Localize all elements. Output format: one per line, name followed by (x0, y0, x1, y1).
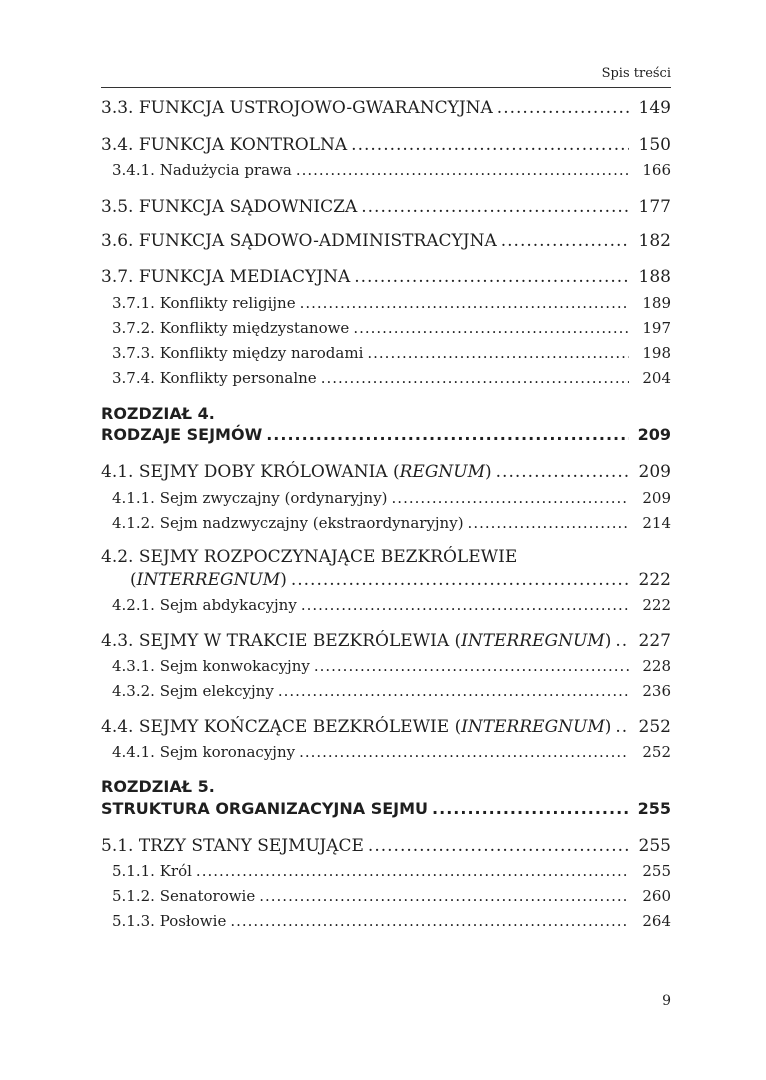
toc-entry-page: 209 (637, 425, 671, 444)
toc-entry-5-1-1 (101, 862, 671, 880)
toc-entry-page: 177 (638, 197, 671, 217)
dot-leader (354, 267, 629, 287)
toc-entry-4-3-1 (101, 657, 671, 675)
toc-entry-page: 260 (642, 887, 671, 905)
toc-entry-3-7 (101, 267, 671, 287)
dot-leader (196, 862, 629, 880)
running-header: Spis treści (601, 66, 671, 81)
dot-leader (392, 489, 629, 507)
toc-entry-4-3 (101, 631, 671, 651)
dot-leader (432, 799, 629, 818)
toc-entry-page: 197 (642, 319, 671, 337)
toc-entry-label: 3.7.1. Konflikty religijne (112, 294, 296, 312)
toc-chapter-4 (101, 425, 671, 444)
toc-entry-label: 4.2.1. Sejm abdykacyjny (112, 596, 297, 614)
label-part: ( (130, 570, 137, 590)
dot-leader (501, 231, 629, 251)
toc-entry-label: 4.1.1. Sejm zwyczajny (ordynaryjny) (112, 489, 388, 507)
dot-leader (468, 514, 629, 532)
dot-leader (367, 344, 629, 362)
toc-entry-4-2 (101, 570, 671, 590)
toc-entry-3-4-1 (101, 161, 671, 179)
toc-entry-page: 150 (638, 135, 671, 155)
toc-entry-label: STRUKTURA ORGANIZACYJNA SEJMU (101, 799, 429, 818)
toc-entry-page: 149 (638, 98, 671, 118)
toc-entry-page: 255 (638, 836, 671, 856)
toc-entry-label: 5.1. TRZY STANY SEJMUJĄCE (101, 836, 364, 856)
toc-entry-page: 255 (642, 862, 671, 880)
dot-leader (615, 631, 629, 651)
toc-entry-page: 252 (638, 717, 671, 737)
toc-entry-label: 5.1.2. Senatorowie (112, 887, 256, 905)
dot-leader (368, 836, 629, 856)
toc-entry-label (130, 570, 287, 590)
toc-entry-label: 3.4.1. Nadużycia prawa (112, 161, 292, 179)
dot-leader (314, 657, 629, 675)
toc-entry-label: 4.3.2. Sejm elekcyjny (112, 682, 274, 700)
toc-entry-label: RODZAJE SEJMÓW (101, 425, 263, 444)
toc-entry-3-5 (101, 197, 671, 217)
toc-entry-label: 3.4. FUNKCJA KONTROLNA (101, 135, 348, 155)
toc-entry-label: 3.3. FUNKCJA USTROJOWO-GWARANCYJNA (101, 98, 493, 118)
toc-entry-page: 214 (642, 514, 671, 532)
dot-leader (361, 197, 629, 217)
toc-entry-3-7-4 (101, 369, 671, 387)
header-rule (101, 87, 671, 88)
toc-entry-page: 209 (638, 462, 671, 482)
toc-entry-4-4 (101, 717, 671, 737)
chapter-5-number: ROZDZIAŁ 5. (101, 777, 215, 796)
label-italic: REGNUM (399, 462, 486, 482)
toc-entry-3-3 (101, 98, 671, 118)
toc-entry-5-1-3 (101, 912, 671, 930)
toc-entry-4-4-1 (101, 743, 671, 761)
toc-entry-4-2-1 (101, 596, 671, 614)
toc-entry-3-7-3 (101, 344, 671, 362)
label-part: ) (604, 631, 612, 651)
toc-entry-page: 264 (642, 912, 671, 930)
page-number: 9 (662, 993, 671, 1009)
dot-leader (266, 425, 629, 444)
label-part: 4.4. SEJMY KOŃCZĄCE BEZKRÓLEWIE ( (101, 717, 462, 737)
label-italic: INTERREGNUM (461, 631, 605, 651)
toc-entry-label: 3.7.3. Konflikty między narodami (112, 344, 364, 362)
toc-entry-label: 4.3.1. Sejm konwokacyjny (112, 657, 310, 675)
toc-entry-3-4 (101, 135, 671, 155)
toc-entry-5-1 (101, 836, 671, 856)
toc-entry-4-1-1 (101, 489, 671, 507)
toc-entry-page: 198 (642, 344, 671, 362)
toc-entry-page: 222 (642, 596, 671, 614)
dot-leader (291, 570, 629, 590)
dot-leader (230, 912, 629, 930)
toc-entry-label: 3.5. FUNKCJA SĄDOWNICZA (101, 197, 358, 217)
dot-leader (321, 369, 629, 387)
dot-leader (615, 717, 629, 737)
toc-entry-page: 166 (642, 161, 671, 179)
toc-entry-label: 4.1.2. Sejm nadzwyczajny (ekstraordynaryjny) (112, 514, 464, 532)
dot-leader (496, 462, 629, 482)
toc-entry-3-7-1 (101, 294, 671, 312)
label-part: ) (280, 570, 287, 590)
toc-entry-page: 188 (638, 267, 671, 287)
dot-leader (497, 98, 629, 118)
toc-entry-label: 5.1.1. Król (112, 862, 192, 880)
toc-entry-page: 252 (642, 743, 671, 761)
toc-entry-3-7-2 (101, 319, 671, 337)
toc-entry-4-1-2 (101, 514, 671, 532)
toc-entry-page: 227 (638, 631, 671, 651)
toc-entry-page: 189 (642, 294, 671, 312)
toc-entry-5-1-2 (101, 887, 671, 905)
toc-chapter-5 (101, 799, 671, 818)
toc-entry-label: 3.6. FUNKCJA SĄDOWO-ADMINISTRACYJNA (101, 231, 497, 251)
dot-leader (351, 135, 629, 155)
toc-entry-label: 3.7. FUNKCJA MEDIACYJNA (101, 267, 351, 287)
toc-entry-page: 204 (642, 369, 671, 387)
toc-entry-page: 255 (637, 799, 671, 818)
toc-entry-label: 5.1.3. Posłowie (112, 912, 227, 930)
toc-entry-label (101, 462, 492, 482)
toc-entry-label (101, 631, 611, 651)
dot-leader (300, 294, 629, 312)
toc-entry-label: 4.4.1. Sejm koronacyjny (112, 743, 296, 761)
toc-entry-label (101, 717, 611, 737)
toc-entry-3-6 (101, 231, 671, 251)
dot-leader (299, 743, 629, 761)
toc-entry-page: 222 (638, 570, 671, 590)
toc-entry-page: 228 (642, 657, 671, 675)
toc-entry-page: 182 (638, 231, 671, 251)
label-part: 4.3. SEJMY W TRAKCIE BEZKRÓLEWIA ( (101, 631, 462, 651)
toc-entry-4-1 (101, 462, 671, 482)
toc-entry-label: 3.7.2. Konflikty międzystanowe (112, 319, 350, 337)
label-part: ) (485, 462, 492, 482)
label-italic: INTERREGNUM (461, 717, 605, 737)
dot-leader (278, 682, 629, 700)
toc-entry-4-3-2 (101, 682, 671, 700)
dot-leader (296, 161, 629, 179)
chapter-4-number: ROZDZIAŁ 4. (101, 404, 215, 423)
label-part: ) (604, 717, 612, 737)
toc-entry-label: 3.7.4. Konflikty personalne (112, 369, 317, 387)
toc-entry-page: 209 (642, 489, 671, 507)
dot-leader (301, 596, 629, 614)
toc-entry-page: 236 (642, 682, 671, 700)
label-part: 4.1. SEJMY DOBY KRÓLOWANIA ( (101, 462, 400, 482)
label-italic: INTERREGNUM (136, 570, 281, 590)
dot-leader (259, 887, 629, 905)
toc-entry-4-2-title: 4.2. SEJMY ROZPOCZYNAJĄCE BEZKRÓLEWIE (101, 547, 518, 567)
dot-leader (353, 319, 629, 337)
